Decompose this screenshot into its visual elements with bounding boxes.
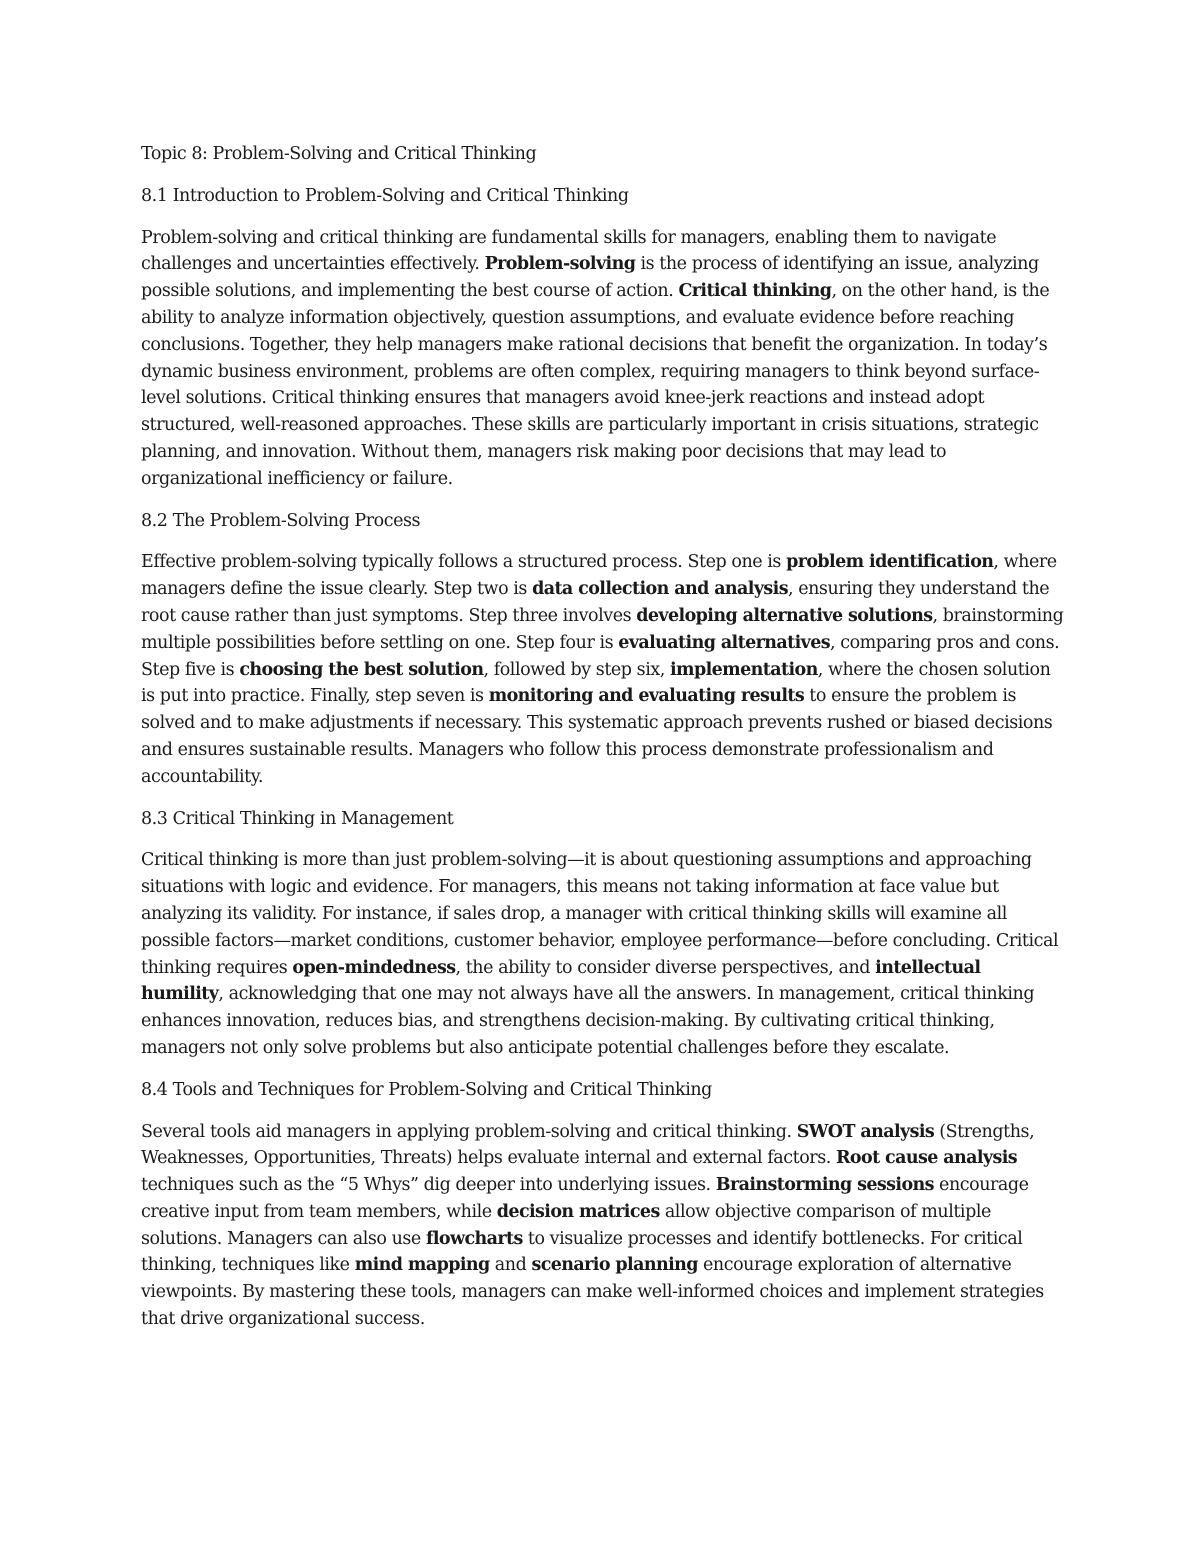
bold-term: intellectual humility bbox=[141, 957, 981, 1005]
bold-term: Critical thinking bbox=[678, 281, 832, 302]
bold-term: choosing the best solution bbox=[239, 659, 484, 680]
bold-term: implementation bbox=[670, 659, 818, 680]
document-title: Topic 8: Problem-Solving and Critical Thinking bbox=[141, 144, 537, 164]
bold-term: flowcharts bbox=[425, 1228, 523, 1249]
bold-term: monitoring and evaluating results bbox=[488, 686, 805, 707]
bold-term: open-mindedness bbox=[292, 957, 456, 978]
section-heading: 8.4 Tools and Techniques for Problem-Solving and Critical Thinking bbox=[141, 1079, 712, 1100]
bold-term: decision matrices bbox=[496, 1201, 660, 1222]
document-body bbox=[141, 141, 1066, 1348]
bold-term: Brainstorming sessions bbox=[715, 1175, 934, 1196]
section-paragraph: Critical thinking is more than just problem-solving—it is about questioning assumptions and approaching situations with logic and evidence. For managers, this means not taking information at face value but analyzing its validity. For instance, if sales drop, a manager with critical thinking skills will examine all possible factors—market conditions, customer behavior, employee performance—before concluding. Critical thinking requires open-mindedness, the ability to consider diverse perspectives, and intellectual humility, acknowledging that one may not always have all the answers. In management, critical thinking enhances innovation, reduces bias, and strengthens decision-making. By cultivating critical thinking, managers not only solve problems but also anticipate potential challenges before they escalate. bbox=[141, 850, 1059, 1058]
section-paragraph: Effective problem-solving typically follows a structured process. Step one is problem identification, where managers define the issue clearly. Step two is data collection and analysis, ensuring they understand the root cause rather than just symptoms. Step three involves developing alternative solutions, brainstorming multiple possibilities before settling on one. Step four is evaluating alternatives, comparing pros and cons. Step five is choosing the best solution, followed by step six, implementation, where the chosen solution is put into practice. Finally, step seven is monitoring and evaluating results to ensure the problem is solved and to make adjustments if necessary. This systematic approach prevents rushed or biased decisions and ensures sustainable results. Managers who follow this process demonstrate professionalism and accountability. bbox=[141, 552, 1064, 787]
bold-term: problem identification bbox=[786, 552, 994, 573]
bold-term: mind mapping bbox=[354, 1255, 490, 1276]
section-heading: 8.3 Critical Thinking in Management bbox=[141, 808, 454, 829]
bold-term: Root cause analysis bbox=[835, 1148, 1018, 1169]
bold-term: Problem-solving bbox=[484, 254, 636, 275]
bold-term: scenario planning bbox=[531, 1255, 698, 1276]
bold-term: developing alternative solutions bbox=[636, 605, 933, 626]
bold-term: data collection and analysis bbox=[532, 579, 788, 600]
section-heading: 8.2 The Problem-Solving Process bbox=[141, 510, 421, 531]
section-paragraph: Problem-solving and critical thinking are fundamental skills for managers, enabling them to navigate challenges and uncertainties effectively. Problem-solving is the process of identifying an issue, analyzing possible solutions, and implementing the best course of action. Critical thinking, on the other hand, is the ability to analyze information objectively, question assumptions, and evaluate evidence before reaching conclusions. Together, they help managers make rational decisions that benefit the organization. In today’s dynamic business environment, problems are often complex, requiring managers to think beyond surface-level solutions. Critical thinking ensures that managers avoid knee-jerk reactions and instead adopt structured, well-reasoned approaches. These skills are particularly important in crisis situations, strategic planning, and innovation. Without them, managers risk making poor decisions that may lead to organizational inefficiency or failure. bbox=[141, 227, 1050, 489]
section-heading: 8.1 Introduction to Problem-Solving and Critical Thinking bbox=[141, 185, 629, 206]
section-paragraph: Several tools aid managers in applying problem-solving and critical thinking. SWOT analysis (Strengths, Weaknesses, Opportunities, Threats) helps evaluate internal and external factors. Root cause analysis techniques such as the “5 Whys” dig deeper into underlying issues. Brainstorming sessions encourage creative input from team members, while decision matrices allow objective comparison of multiple solutions. Managers can also use flowcharts to visualize processes and identify bottlenecks. For critical thinking, techniques like mind mapping and scenario planning encourage exploration of alternative viewpoints. By mastering these tools, managers can make well-informed choices and implement strategies that drive organizational success. bbox=[141, 1121, 1044, 1330]
bold-term: SWOT analysis bbox=[796, 1121, 935, 1142]
bold-term: evaluating alternatives bbox=[618, 632, 830, 653]
